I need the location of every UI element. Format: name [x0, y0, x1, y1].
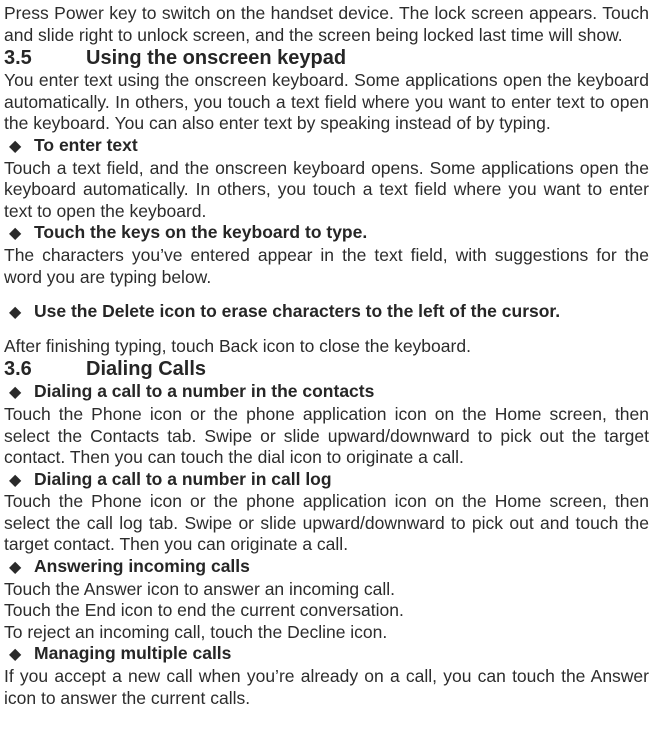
diamond-bullet-icon: ◆	[9, 559, 22, 577]
bullet-item-dialing-contacts	[4, 381, 649, 404]
bullet-item-to-enter-text	[4, 135, 649, 158]
bullet-item-answering-calls	[4, 556, 649, 579]
diamond-bullet-icon: ◆	[9, 471, 22, 489]
line-end-icon: Touch the End icon to end the current conversation.	[4, 600, 404, 621]
line-decline-icon: To reject an incoming call, touch the Decline icon.	[4, 621, 388, 642]
paragraph-power-key: Press Power key to switch on the handset device. The lock screen appears. Touch and slide right to unlock screen, and the screen being locked last time will show.	[4, 3, 649, 45]
bullet-text: Use the Delete icon to erase characters to the left of the cursor.	[34, 301, 561, 322]
bullet-item-managing-calls	[4, 643, 649, 666]
diamond-bullet-icon: ◆	[9, 304, 22, 322]
paragraph-managing-calls: If you accept a new call when you’re already on a call, you can touch the Answer icon to answer the current calls.	[4, 666, 649, 708]
bullet-item-delete-icon	[4, 301, 649, 324]
bullet-text: Answering incoming calls	[34, 556, 250, 577]
bullet-text: To enter text	[34, 134, 138, 155]
section-number: 3.5	[4, 47, 32, 70]
bullet-text: Dialing a call to a number in the contacts	[34, 381, 375, 402]
line-answer-icon: Touch the Answer icon to answer an incoming call.	[4, 578, 396, 599]
bullet-text: Dialing a call to a number in call log	[34, 468, 332, 489]
paragraph-dialing-contacts: Touch the Phone icon or the phone application icon on the Home screen, then select the Contacts tab. Swipe or slide upward/downward to pick out the target contact. Then you can touch the dial icon to originate a call.	[4, 403, 649, 468]
section-number: 3.6	[4, 358, 32, 381]
diamond-bullet-icon: ◆	[9, 137, 22, 155]
section-heading-3-6	[4, 357, 649, 381]
section-title: Using the onscreen keypad	[86, 47, 347, 70]
diamond-bullet-icon: ◆	[9, 384, 22, 402]
bullet-item-dialing-call-log	[4, 469, 649, 492]
paragraph-enter-text-intro: You enter text using the onscreen keyboard. Some applications open the keyboard automatically. In others, you touch a text field where you want to enter text to open the keyboard. You can also enter text by speaking instead of by typing.	[4, 70, 649, 134]
paragraph-touch-text-field: Touch a text field, and the onscreen keyboard opens. Some applications open the keyboard automatically. In others, you touch a text field where you want to enter text to open the keyboard.	[4, 157, 649, 221]
paragraph-dialing-call-log: Touch the Phone icon or the phone application icon on the Home screen, then select the call log tab. Swipe or slide upward/downward to pick out and touch the target contact. Then you can originate a call.	[4, 491, 649, 555]
section-title: Dialing Calls	[86, 358, 207, 381]
diamond-bullet-icon: ◆	[9, 225, 22, 243]
paragraph-after-typing: After finishing typing, touch Back icon to close the keyboard.	[4, 335, 471, 356]
paragraph-characters-entered: The characters you’ve entered appear in the text field, with suggestions for the word you are typing below.	[4, 244, 649, 287]
diamond-bullet-icon: ◆	[9, 646, 22, 664]
bullet-item-touch-keys	[4, 222, 649, 245]
bullet-text: Managing multiple calls	[34, 643, 232, 664]
bullet-text: Touch the keys on the keyboard to type.	[34, 222, 368, 243]
section-heading-3-5	[4, 46, 649, 70]
